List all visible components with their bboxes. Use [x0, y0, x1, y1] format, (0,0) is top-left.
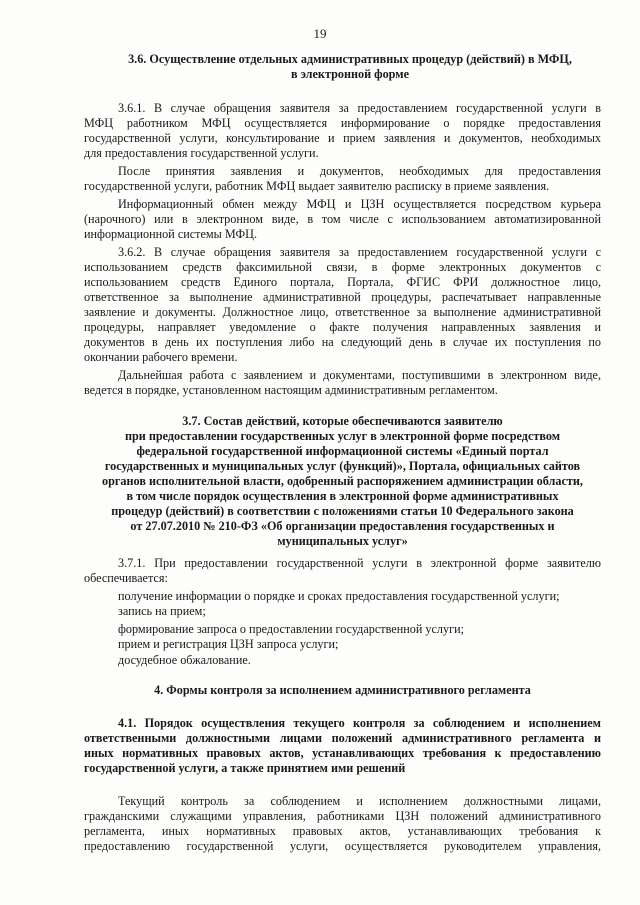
- section-3-6-heading-line-1: 3.6. Осуществление отдельных административных процедур (действий) в МФЦ,: [128, 52, 572, 66]
- section-3-7-heading-line-8: от 27.07.2010 № 210-ФЗ «Об организации предоставления государственных и: [130, 519, 555, 533]
- para-4-1-line-1: Текущий контроль за соблюдением и исполнением должностными лицами,: [118, 794, 601, 808]
- list-item: запись на прием;: [118, 604, 206, 618]
- section-3-7-heading-line-5: органов исполнительной власти, одобренный распоряжением администрации области,: [102, 474, 583, 488]
- section-4-1-heading-line-3: иных нормативных правовых актов, устанавливающих требования к предоставлению: [84, 746, 601, 760]
- list-item: прием и регистрация ЦЗН запроса услуги;: [118, 637, 339, 651]
- para-3-6-2-line-3: использованием средств Единого портала, Портала, ФГИС ФРИ должностное лицо,: [84, 275, 601, 289]
- para-3-6-1c-line-1: Информационный обмен между МФЦ и ЦЗН осуществляется посредством курьера: [118, 197, 601, 211]
- section-3-7-heading-line-7: процедур (действий) в соответствии с положениями статьи 10 Федерального закона: [111, 504, 574, 518]
- para-4-1-line-4: предоставлению государственной услуги, осуществляется руководителем управления,: [84, 839, 601, 853]
- para-3-6-1b-line-2: государственной услуги, работник МФЦ выдает заявителю расписку в приеме заявления.: [84, 179, 550, 193]
- section-3-7-heading-line-2: при предоставлении государственных услуг в электронной форме посредством: [124, 429, 561, 443]
- para-3-7-1-line-2: обеспечивается:: [84, 571, 168, 585]
- para-4-1-line-2: гражданскими служащими управления, работниками ЦЗН положений административного: [84, 809, 601, 823]
- section-4-1-heading-line-4: государственной услуги, а также принятием ими решений: [84, 761, 406, 775]
- para-3-6-1b-line-1: После принятия заявления и документов, необходимых для предоставления: [118, 164, 601, 178]
- section-3-6-heading-line-2: в электронной форме: [291, 67, 409, 81]
- para-3-6-2b-line-2: ведется в порядке, установленном настоящим административным регламентом.: [84, 383, 498, 397]
- section-3-7-heading-line-4: государственных и муниципальных услуг (функций)», Портала, официальных сайтов: [104, 459, 581, 473]
- para-3-6-2-line-4: ответственное за выполнение административной процедуры, распечатывает направленные: [84, 290, 601, 304]
- para-3-6-2-line-6: процедуры, направляет уведомление о факте получения направленных заявления и: [84, 320, 601, 334]
- para-3-6-1-line-3: государственной услуги, консультирование и прием заявления и документов, необходимых: [84, 131, 601, 145]
- page-number: 19: [313, 26, 327, 41]
- section-3-7-heading-line-1: 3.7. Состав действий, которые обеспечиваются заявителю: [182, 414, 503, 428]
- list-item: формирование запроса о предоставлении государственной услуги;: [118, 622, 465, 636]
- section-4-1-heading-line-1: 4.1. Порядок осуществления текущего контроля за соблюдением и исполнением: [118, 716, 601, 730]
- para-3-6-2-line-2: использованием средств факсимильной связи, в форме электронных документов с: [84, 260, 601, 274]
- para-3-6-1c-line-2: (нарочного) или в электронном виде, в том числе с использованием автоматизированной: [84, 212, 601, 226]
- para-3-6-2-line-1: 3.6.2. В случае обращения заявителя за предоставлением государственной услуги с: [118, 245, 601, 259]
- para-3-6-2b-line-1: Дальнейшая работа с заявлением и документами, поступившими в электронном виде,: [118, 368, 601, 382]
- section-3-7-heading-line-6: в том числе порядок осуществления в электронной форме административных: [126, 489, 559, 503]
- para-3-6-1-line-1: 3.6.1. В случае обращения заявителя за предоставлением государственной услуги в: [118, 101, 601, 115]
- list-item: досудебное обжалование.: [118, 653, 251, 667]
- para-3-6-1-line-4: для предоставления государственной услуги.: [84, 146, 319, 160]
- section-4-heading: 4. Формы контроля за исполнением административного регламента: [154, 683, 531, 697]
- para-3-6-2-line-7: документов в день их поступления либо на следующий день в случае их поступления по: [84, 335, 601, 349]
- section-3-7-heading-line-9: муниципальных услуг»: [277, 534, 408, 548]
- section-4-1-heading-line-2: ответственными должностными лицами положений административного регламента и: [84, 731, 601, 745]
- para-3-6-2-line-8: окончании рабочего времени.: [84, 350, 238, 364]
- section-3-7-heading-line-3: федеральной государственной информационной системы «Единый портал: [136, 444, 549, 458]
- list-item: получение информации о порядке и сроках предоставления государственной услуги;: [118, 589, 560, 603]
- para-3-6-2-line-5: заявление и документы. Должностное лицо, ответственное за выполнение административной: [84, 305, 601, 319]
- para-3-6-1-line-2: МФЦ работником МФЦ осуществляется информирование о порядке предоставления: [84, 116, 601, 130]
- para-3-7-1-line-1: 3.7.1. При предоставлении государственной услуги в электронной форме заявителю: [118, 556, 601, 570]
- para-4-1-line-3: регламента, иных нормативных правовых актов, устанавливающих требования к: [84, 824, 601, 838]
- para-3-6-1c-line-3: информационной системы МФЦ.: [84, 227, 258, 241]
